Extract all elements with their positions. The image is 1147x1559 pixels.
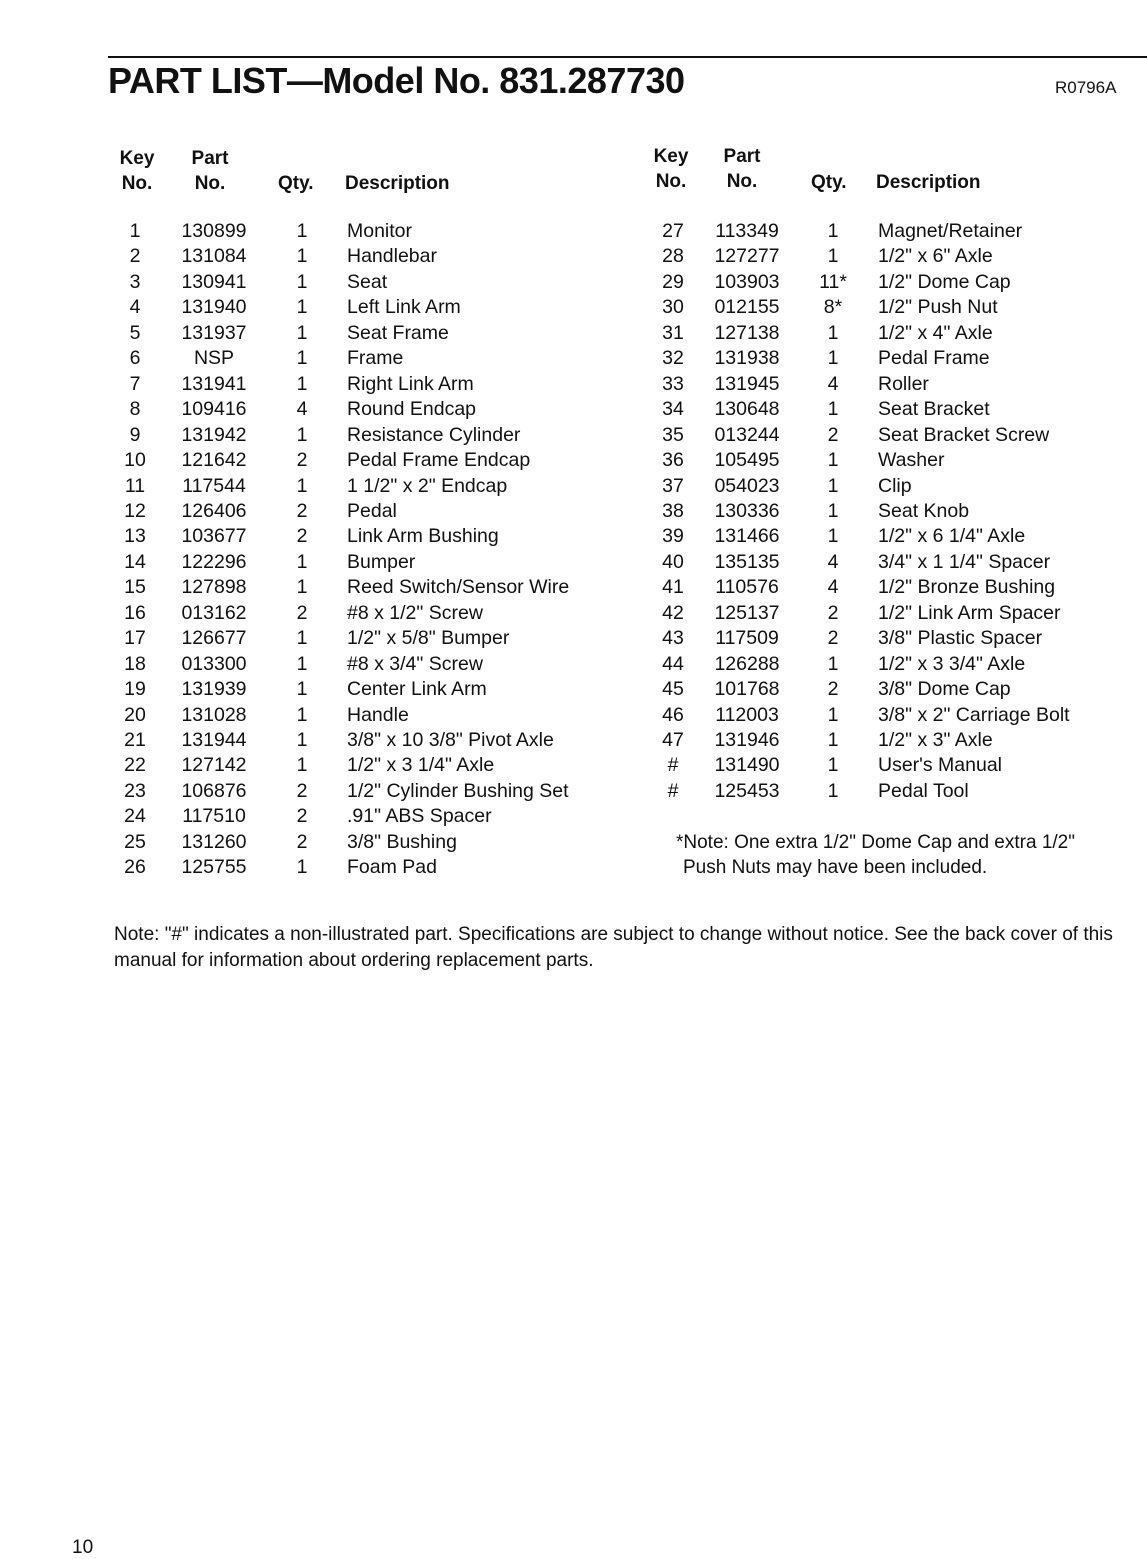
key-cell: 1	[129, 220, 141, 242]
description-cell: 1/2" x 6 1/4" Axle	[878, 525, 1026, 547]
key-cell: 5	[129, 322, 141, 344]
part-number-cell: 113349	[715, 220, 779, 242]
part-number-cell: 131937	[181, 322, 247, 344]
part-number-cell: 127138	[714, 322, 780, 344]
page-number: 10	[72, 1537, 94, 1558]
qty-cell: 1	[296, 245, 308, 267]
description-cell: 3/8" Bushing	[347, 831, 457, 853]
part-number-cell: 131946	[714, 729, 780, 751]
qty-cell: 1	[827, 780, 839, 802]
key-cell: 19	[124, 678, 146, 700]
key-cell: 24	[124, 805, 146, 827]
qty-cell: 2	[296, 525, 308, 547]
key-cell: 16	[124, 602, 146, 624]
extra-parts-note	[676, 830, 1075, 880]
footnote: Note: "#" indicates a non-illustrated part. Specifications are subject to change without notice. See the back cover of this manual for information about ordering replacement parts.	[114, 924, 1113, 971]
part-number-cell: 117544	[182, 475, 246, 497]
key-cell: 36	[662, 449, 684, 471]
description-cell: Seat Bracket Screw	[878, 424, 1050, 446]
description-cell: Pedal Frame Endcap	[347, 449, 531, 471]
description-cell: #8 x 1/2" Screw	[347, 602, 483, 624]
key-cell: 38	[662, 500, 684, 522]
part-number-cell: 112003	[715, 704, 779, 726]
key-cell: 11	[124, 475, 146, 497]
qty-cell: 2	[827, 424, 839, 446]
part-number-cell: 127898	[181, 576, 247, 598]
key-cell: 43	[662, 627, 684, 649]
key-cell: 2	[129, 245, 141, 267]
description-cell: User's Manual	[878, 754, 1003, 776]
part-number-cell: 105495	[714, 449, 780, 471]
part-number-cell: 130336	[714, 500, 780, 522]
qty-cell: 1	[296, 271, 308, 293]
key-cell: 47	[662, 729, 684, 751]
qty-cell: 2	[296, 831, 308, 853]
description-cell: Magnet/Retainer	[878, 220, 1023, 242]
part-number-cell: 125137	[714, 602, 780, 624]
description-cell: Link Arm Bushing	[347, 525, 499, 547]
part-number-cell: 131260	[181, 831, 247, 853]
qty-cell: 1	[296, 220, 308, 242]
part-number-cell: 130941	[181, 271, 247, 293]
description-cell: 1/2" x 4" Axle	[878, 322, 993, 344]
key-cell: 39	[662, 525, 684, 547]
qty-cell: 11*	[819, 271, 847, 293]
description-cell: Handle	[347, 704, 409, 726]
key-cell: 3	[129, 271, 141, 293]
qty-cell: 1	[827, 322, 839, 344]
description-cell: Roller	[878, 373, 929, 395]
description-cell: Handlebar	[347, 245, 437, 267]
description-cell: Clip	[878, 475, 912, 497]
qty-cell: 2	[296, 805, 308, 827]
qty-cell: 1	[296, 475, 308, 497]
part-number-cell: 013300	[181, 653, 247, 675]
description-cell: .91" ABS Spacer	[347, 805, 492, 827]
part-number-cell: 127277	[714, 245, 780, 267]
qty-cell: 1	[296, 296, 308, 318]
qty-cell: 2	[296, 602, 308, 624]
qty-cell: 2	[296, 780, 308, 802]
key-cell: 30	[662, 296, 684, 318]
description-cell: Resistance Cylinder	[347, 424, 521, 446]
qty-cell: 8*	[823, 296, 843, 318]
right-header-key	[646, 144, 696, 194]
part-number-cell: 130648	[714, 398, 780, 420]
key-cell: #	[667, 754, 679, 776]
key-cell: 20	[124, 704, 146, 726]
description-cell: Foam Pad	[347, 856, 437, 878]
key-cell: 15	[124, 576, 146, 598]
description-cell: Seat Frame	[347, 322, 449, 344]
qty-cell: 1	[296, 754, 308, 776]
part-number-cell: 127142	[181, 754, 247, 776]
qty-cell: 1	[827, 475, 839, 497]
extra-note-line2: Push Nuts may have been included.	[683, 857, 988, 878]
description-cell: 1/2" Dome Cap	[878, 271, 1011, 293]
description-cell: Bumper	[347, 551, 416, 573]
description-cell: 3/4" x 1 1/4" Spacer	[878, 551, 1051, 573]
qty-cell: 1	[296, 856, 308, 878]
qty-cell: 1	[296, 424, 308, 446]
qty-cell: 2	[827, 602, 839, 624]
part-number-cell: 131938	[714, 347, 780, 369]
qty-cell: 2	[296, 449, 308, 471]
description-cell: 1/2" x 6" Axle	[878, 245, 993, 267]
key-cell: 28	[662, 245, 684, 267]
key-cell: 32	[662, 347, 684, 369]
part-number-cell: 121642	[181, 449, 247, 471]
part-number-cell: 131942	[181, 424, 247, 446]
part-number-cell: 131940	[181, 296, 247, 318]
description-cell: Pedal Tool	[878, 780, 969, 802]
qty-cell: 1	[296, 729, 308, 751]
qty-cell: 1	[296, 627, 308, 649]
right-header-description: Description	[876, 172, 981, 193]
description-cell: Monitor	[347, 220, 413, 242]
part-number-cell: 117510	[182, 805, 246, 827]
qty-cell: 1	[296, 322, 308, 344]
part-number-cell: 103903	[714, 271, 780, 293]
description-cell: Reed Switch/Sensor Wire	[347, 576, 570, 598]
part-number-cell: 103677	[181, 525, 247, 547]
description-cell: 1/2" Push Nut	[878, 296, 998, 318]
description-cell: 1/2" x 3 1/4" Axle	[347, 754, 495, 776]
header-part-line1: Part	[723, 146, 761, 167]
part-number-cell: 012155	[714, 296, 780, 318]
qty-cell: 1	[827, 729, 839, 751]
description-cell: Seat	[347, 271, 388, 293]
key-cell: 10	[124, 449, 146, 471]
part-number-cell: 131084	[181, 245, 247, 267]
part-number-cell: 013244	[714, 424, 780, 446]
key-cell: 22	[124, 754, 146, 776]
qty-cell: 1	[296, 678, 308, 700]
part-number-cell: 101768	[714, 678, 780, 700]
key-cell: 8	[129, 398, 141, 420]
left-header-part	[178, 146, 242, 196]
key-cell: 7	[129, 373, 141, 395]
key-cell: 42	[662, 602, 684, 624]
key-cell: 18	[124, 653, 146, 675]
description-cell: 1/2" x 3 3/4" Axle	[878, 653, 1026, 675]
description-cell: Pedal Frame	[878, 347, 990, 369]
qty-cell: 1	[296, 551, 308, 573]
header-key-line2: No.	[655, 171, 687, 192]
qty-cell: 1	[296, 653, 308, 675]
part-number-cell: 131490	[714, 754, 780, 776]
extra-note-line1: *Note: One extra 1/2" Dome Cap and extra 1/2"	[676, 832, 1075, 853]
key-cell: 13	[124, 525, 146, 547]
part-number-cell: 126406	[181, 500, 247, 522]
qty-cell: 1	[296, 373, 308, 395]
part-number-cell: 131941	[181, 373, 247, 395]
header-key-line1: Key	[653, 146, 689, 167]
description-cell: 1 1/2" x 2" Endcap	[347, 475, 508, 497]
description-cell: Pedal	[347, 500, 397, 522]
qty-cell: 1	[827, 525, 839, 547]
key-cell: 40	[662, 551, 684, 573]
qty-cell: 4	[827, 373, 839, 395]
header-part-line2: No.	[726, 171, 758, 192]
left-header-key	[112, 146, 162, 196]
qty-cell: 1	[296, 704, 308, 726]
key-cell: 37	[662, 475, 684, 497]
part-number-cell: 131939	[181, 678, 247, 700]
part-number-cell: 110576	[715, 576, 779, 598]
key-cell: 6	[129, 347, 141, 369]
qty-cell: 1	[827, 220, 839, 242]
part-number-cell: 054023	[714, 475, 780, 497]
qty-cell: 1	[827, 449, 839, 471]
key-cell: 45	[662, 678, 684, 700]
qty-cell: 2	[827, 678, 839, 700]
part-number-cell: 131944	[181, 729, 247, 751]
header-part-line1: Part	[191, 148, 229, 169]
key-cell: 31	[662, 322, 684, 344]
part-number-cell: 130899	[181, 220, 247, 242]
key-cell: 34	[662, 398, 684, 420]
description-cell: 1/2" Cylinder Bushing Set	[347, 780, 569, 802]
qty-cell: 2	[296, 500, 308, 522]
description-cell: 3/8" Plastic Spacer	[878, 627, 1043, 649]
key-cell: 33	[662, 373, 684, 395]
key-cell: 4	[129, 296, 141, 318]
header-key-line1: Key	[119, 148, 155, 169]
description-cell: Round Endcap	[347, 398, 477, 420]
header-key-line2: No.	[121, 173, 153, 194]
qty-cell: 1	[827, 245, 839, 267]
description-cell: Frame	[347, 347, 404, 369]
qty-cell: 4	[296, 398, 308, 420]
part-number-cell: NSP	[193, 347, 235, 369]
key-cell: 17	[124, 627, 146, 649]
description-cell: #8 x 3/4" Screw	[347, 653, 483, 675]
part-number-cell: 125453	[714, 780, 780, 802]
qty-cell: 1	[827, 754, 839, 776]
qty-cell: 1	[827, 704, 839, 726]
key-cell: 29	[662, 271, 684, 293]
description-cell: 3/8" x 2" Carriage Bolt	[878, 704, 1070, 726]
left-header-description: Description	[345, 173, 450, 194]
key-cell: 27	[662, 220, 684, 242]
key-cell: 35	[662, 424, 684, 446]
part-number-cell: 125755	[181, 856, 247, 878]
part-number-cell: 122296	[181, 551, 247, 573]
description-cell: Right Link Arm	[347, 373, 474, 395]
description-cell: 1/2" x 5/8" Bumper	[347, 627, 510, 649]
key-cell: 25	[124, 831, 146, 853]
key-cell: 12	[124, 500, 146, 522]
part-number-cell: 106876	[181, 780, 247, 802]
key-cell: 46	[662, 704, 684, 726]
page-title: PART LIST—Model No. 831.287730	[108, 60, 685, 101]
document-code: R0796A	[1055, 78, 1117, 97]
part-number-cell: 126288	[714, 653, 780, 675]
description-cell: Center Link Arm	[347, 678, 487, 700]
qty-cell: 1	[827, 398, 839, 420]
qty-cell: 4	[827, 551, 839, 573]
key-cell: 14	[124, 551, 146, 573]
part-number-cell: 135135	[714, 551, 780, 573]
part-number-cell: 131028	[181, 704, 247, 726]
top-rule	[108, 56, 1147, 58]
part-number-cell: 013162	[181, 602, 247, 624]
right-header-part	[710, 144, 774, 194]
description-cell: Seat Knob	[878, 500, 970, 522]
key-cell: 41	[662, 576, 684, 598]
part-number-cell: 131945	[714, 373, 780, 395]
part-number-cell: 117509	[715, 627, 779, 649]
description-cell: 1/2" Bronze Bushing	[878, 576, 1056, 598]
part-number-cell: 109416	[181, 398, 247, 420]
qty-cell: 4	[827, 576, 839, 598]
qty-cell: 1	[827, 653, 839, 675]
key-cell: 21	[124, 729, 146, 751]
key-cell: 44	[662, 653, 684, 675]
qty-cell: 2	[827, 627, 839, 649]
description-cell: Washer	[878, 449, 945, 471]
header-part-line2: No.	[194, 173, 226, 194]
key-cell: 9	[129, 424, 141, 446]
description-cell: 3/8" x 10 3/8" Pivot Axle	[347, 729, 554, 751]
description-cell: 1/2" x 3" Axle	[878, 729, 993, 751]
left-header-qty: Qty.	[278, 173, 314, 194]
key-cell: 23	[124, 780, 146, 802]
qty-cell: 1	[827, 347, 839, 369]
qty-cell: 1	[296, 347, 308, 369]
key-cell: 26	[124, 856, 146, 878]
description-cell: 3/8" Dome Cap	[878, 678, 1011, 700]
part-number-cell: 131466	[714, 525, 780, 547]
right-header-qty: Qty.	[811, 172, 847, 193]
description-cell: 1/2" Link Arm Spacer	[878, 602, 1061, 624]
qty-cell: 1	[827, 500, 839, 522]
qty-cell: 1	[296, 576, 308, 598]
key-cell: #	[667, 780, 679, 802]
part-number-cell: 126677	[181, 627, 247, 649]
description-cell: Left Link Arm	[347, 296, 461, 318]
description-cell: Seat Bracket	[878, 398, 990, 420]
